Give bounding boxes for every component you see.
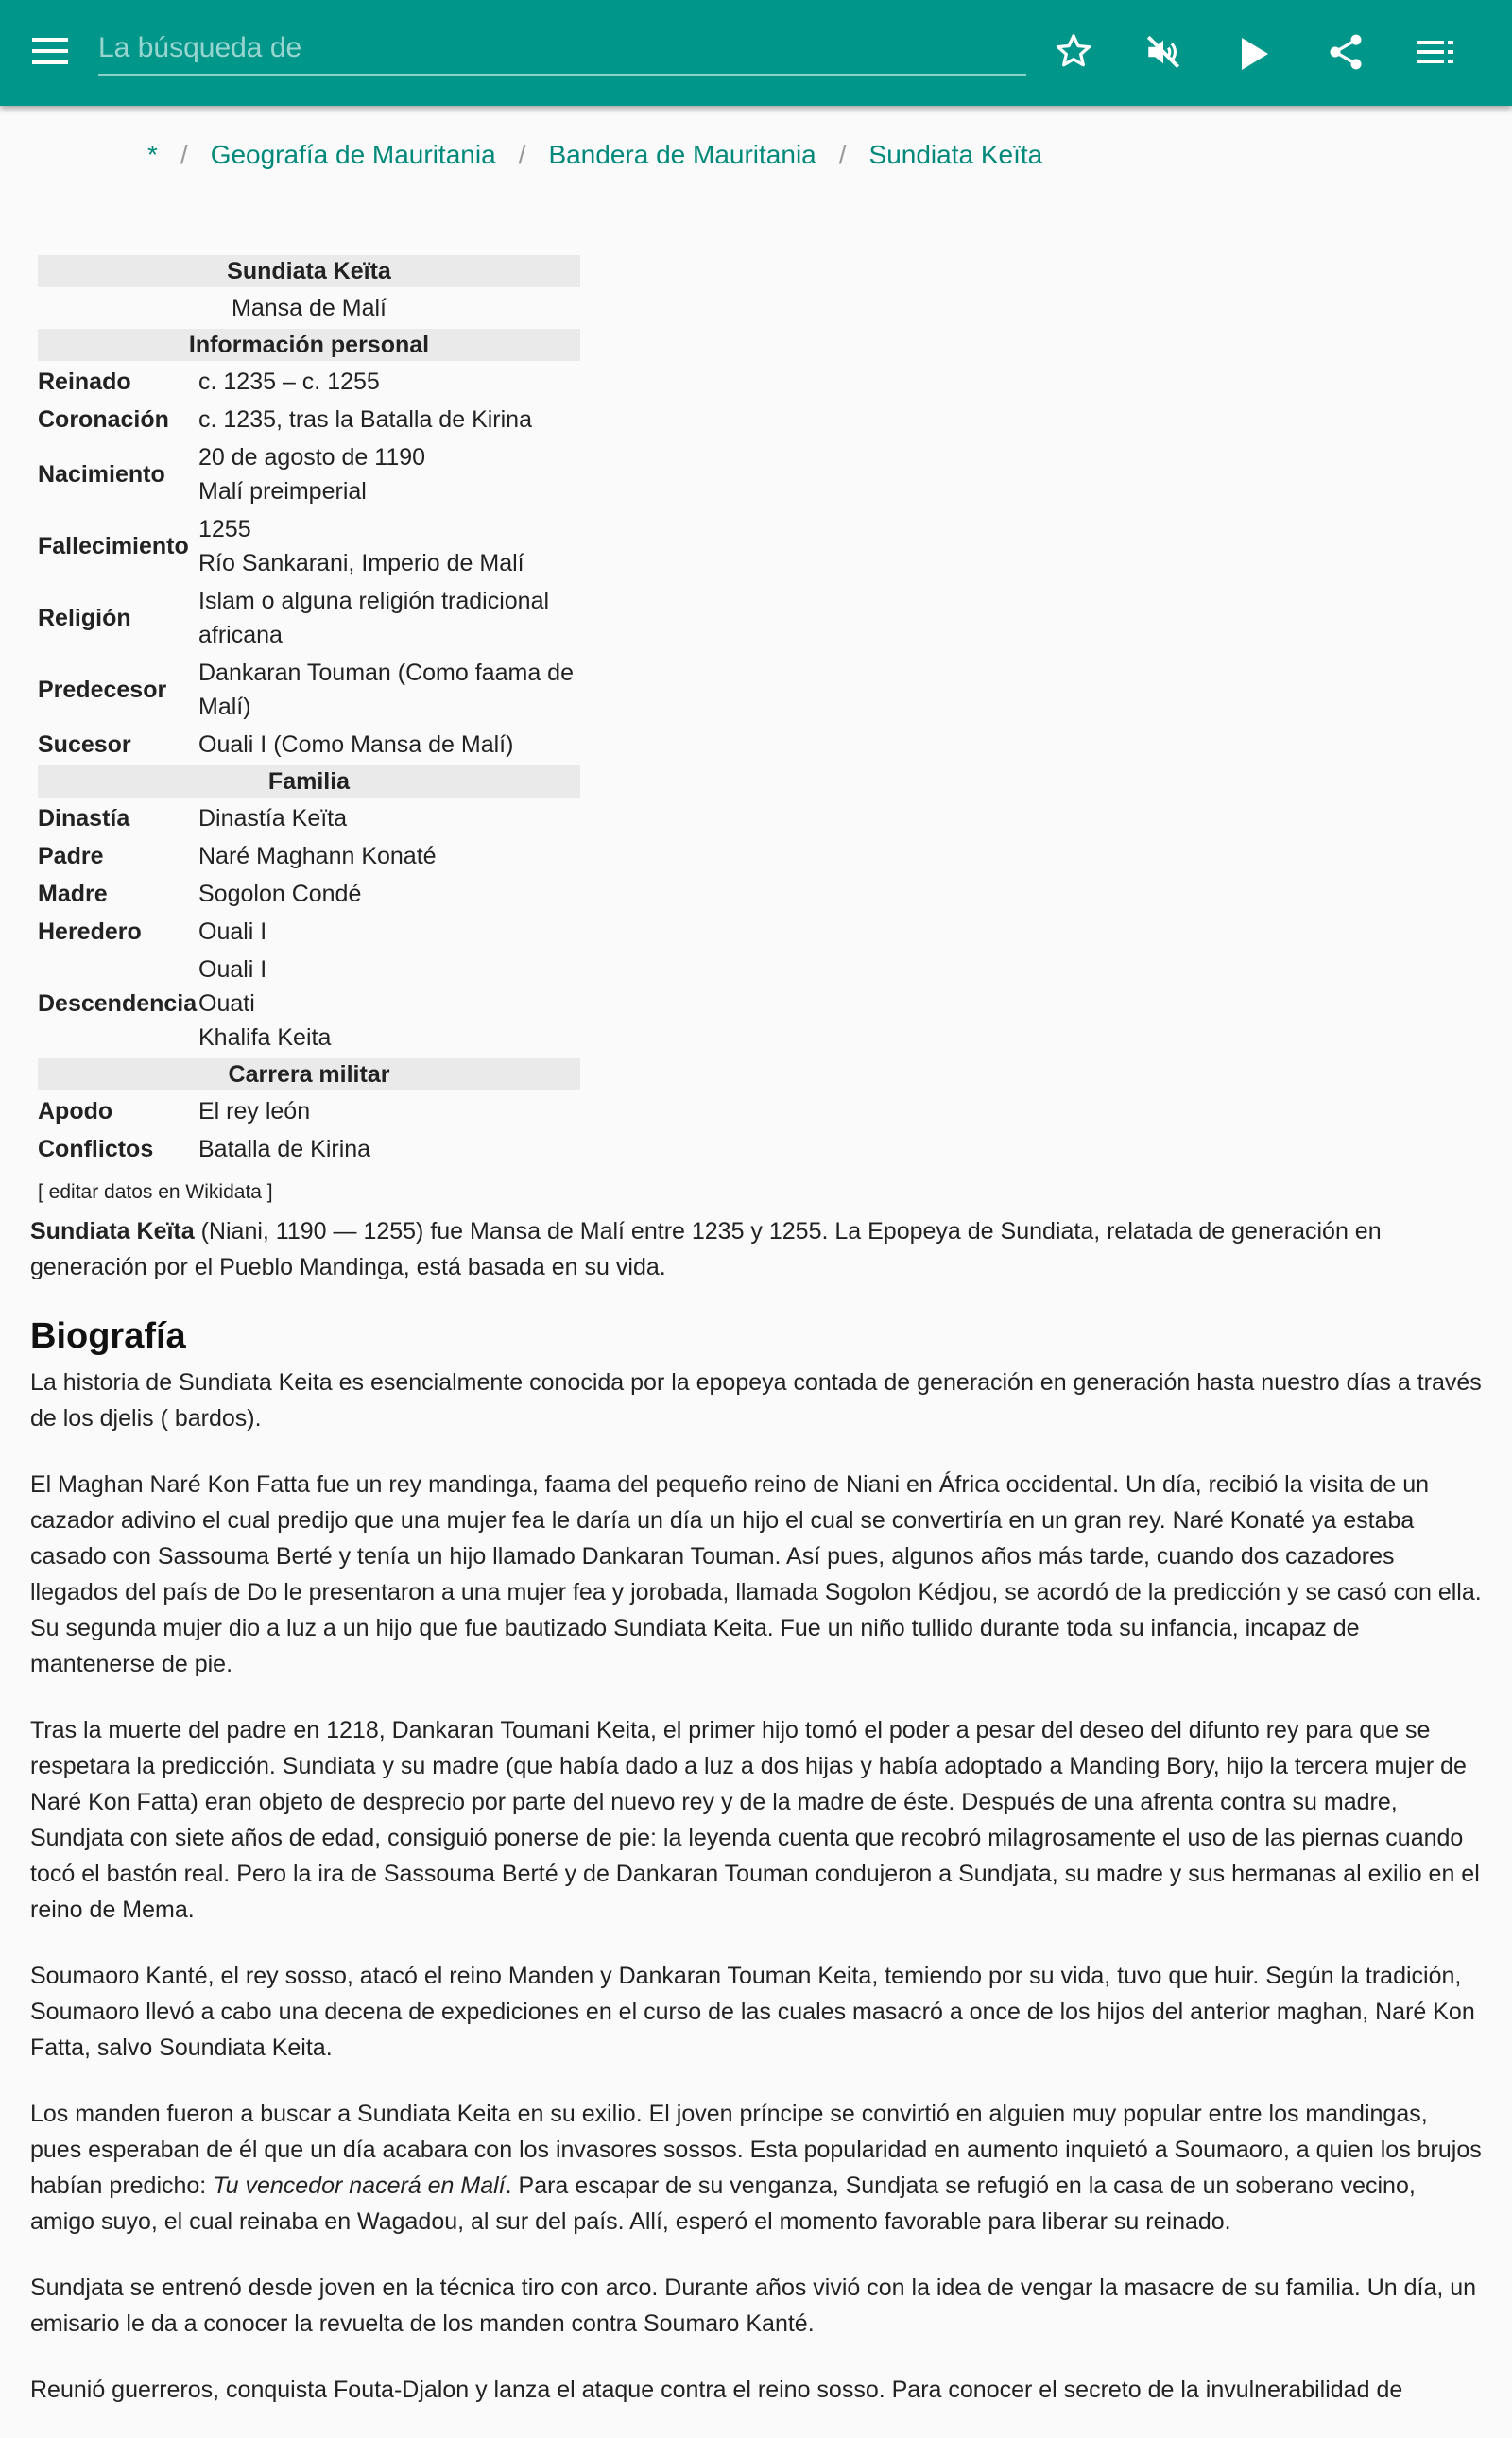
breadcrumb-separator: / [180, 140, 188, 169]
paragraph: El Maghan Naré Kon Fatta fue un rey mandinga, faama del pequeño reino de Niani en África occidental. Un día, recibió la visita de un cazador adivino el cual predijo que una mujer fea le daría un día un hijo el cual se convertiría en un gran rey. Naré Konaté ya estaba casado con Sassouma Berté y tenía un hijo llamado Dankaran Touman. Así pues, algunos años más tarde, cuando dos cazadores llegados del país de Do le presentaron a una mujer fea y jorobada, llamada Sogolon Kédjou, se acordó de la predicción y se casó con ella. Su segunda mujer dio a luz a un hijo que fue bautizado Sundiata Keita. Fue un niño tullido durante toda su infancia, incapaz de mantenerse de pie. [30, 1471, 1482, 1677]
paragraph [30, 2096, 1482, 2240]
list-icon[interactable] [1418, 38, 1455, 70]
search-input[interactable] [98, 23, 1026, 76]
label: Sucesor [38, 731, 131, 758]
row-madre [38, 877, 580, 911]
label: Reinado [38, 369, 131, 395]
value[interactable]: Dankaran Touman (Como faama de Malí) [198, 660, 574, 720]
label: Religión [38, 605, 131, 631]
breadcrumb-home[interactable]: * [147, 140, 158, 169]
death-date: 1255 [198, 516, 251, 542]
row-padre [38, 839, 580, 873]
value [198, 440, 580, 508]
lead-paragraph [30, 1213, 1482, 1285]
row-descendencia [38, 953, 580, 1055]
play-icon[interactable] [1238, 36, 1270, 72]
paragraph: Reunió guerreros, conquista Fouta-Djalon y lanza el ataque contra el reino sosso. Para conocer el secreto de la invulnerabilidad de [30, 2377, 1403, 2403]
paragraph: Sundjata se entrenó desde joven en la técnica tiro con arco. Durante años vivió con la idea de vengar la masacre de su familia. Un día, un emisario le da a conocer la revuelta de los manden contra Soumaro Kanté. [30, 2275, 1477, 2337]
row-predecesor [38, 656, 580, 724]
row-apodo [38, 1094, 580, 1128]
paragraph: Soumaoro Kanté, el rey sosso, atacó el reino Manden y Dankaran Touman Keita, temiendo por su vida, tuvo que huir. Según la tradición, Soumaoro llevó a cabo una decena de expediciones en el curso de las cuales masacró a once de los hijos del anterior maghan, Naré Kon Fatta, salvo Soundiata Keita. [30, 1963, 1475, 2061]
breadcrumb-geografia[interactable]: Geografía de Mauritania [210, 140, 496, 169]
value[interactable]: Ouali I (Como Mansa de Malí) [198, 731, 514, 758]
label: Padre [38, 843, 104, 869]
label: Fallecimiento [38, 533, 189, 559]
row-reinado [38, 365, 580, 399]
section-heading-biografia: Biografía [30, 1316, 186, 1356]
label: Conflictos [38, 1136, 154, 1162]
value[interactable]: Naré Maghann Konaté [198, 843, 437, 869]
row-religion [38, 584, 580, 652]
label: Heredero [38, 919, 142, 945]
label: Nacimiento [38, 461, 165, 488]
value[interactable]: Ouali I [198, 919, 267, 945]
share-icon[interactable] [1325, 30, 1366, 74]
value: El rey león [198, 1098, 311, 1125]
breadcrumb-bandera[interactable]: Bandera de Mauritania [548, 140, 816, 169]
value [198, 953, 580, 1055]
row-nacimiento [38, 440, 580, 508]
birth-date: 20 de agosto de 1190 [198, 444, 426, 471]
value[interactable]: Batalla de Kirina [198, 1136, 371, 1162]
value[interactable]: Sogolon Condé [198, 881, 362, 907]
row-fallecimiento [38, 512, 580, 580]
label: Apodo [38, 1098, 113, 1125]
section-familia: Familia [38, 765, 580, 798]
child-link[interactable]: Ouali I [198, 956, 267, 983]
menu-icon[interactable] [32, 36, 72, 66]
value [198, 512, 580, 580]
label: Dinastía [38, 805, 130, 832]
infobox-title: Sundiata Keïta [38, 255, 580, 287]
death-place[interactable]: Río Sankarani, Imperio de Malí [198, 550, 524, 576]
quote: Tu vencedor nacerá en Malí [213, 2172, 506, 2199]
label: Descendencia [38, 990, 198, 1017]
edit-wikidata-link[interactable]: [ editar datos en Wikidata ] [38, 1181, 273, 1203]
row-sucesor [38, 728, 580, 762]
value: c. 1235 – c. 1255 [198, 369, 380, 395]
label: Madre [38, 881, 108, 907]
app-toolbar [0, 0, 1512, 106]
lead-subject: Sundiata Keïta [30, 1218, 195, 1245]
row-heredero [38, 915, 580, 949]
paragraph: La historia de Sundiata Keita es esencialmente conocida por la epopeya contada de generación en generación hasta nuestro días a través de los djelis ( bardos). [30, 1369, 1482, 1432]
section-personal: Información personal [38, 329, 580, 361]
breadcrumb-current[interactable]: Sundiata Keïta [868, 140, 1043, 169]
article-body [30, 1213, 1482, 2438]
star-icon[interactable] [1054, 31, 1093, 71]
section-militar: Carrera militar [38, 1058, 580, 1090]
infobox-subtitle: Mansa de Malí [232, 295, 387, 321]
volume-off-icon[interactable] [1143, 32, 1183, 72]
text: . Para escapar de su venganza, Sundjata se refugió en la casa de un soberano vecino, amigo suyo, el cual reinaba en Wagadou, al sur del país. Allí, esperó el momento favorable para liberar su reinado. [30, 2172, 1416, 2235]
label: Coronación [38, 406, 169, 433]
value[interactable]: Dinastía Keïta [198, 805, 348, 832]
infobox-table [38, 251, 580, 1170]
child-link[interactable]: Ouati [198, 990, 255, 1017]
text: Los manden fueron a buscar a Sundiata Keita en su exilio. El joven príncipe se convirtió en alguien muy popular entre los mandingas, pues esperaban de él que un día acabara con los invasores sossos. Esta popularidad en aumento inquietó a Soumaoro, a quien los brujos habían predicho: [30, 2101, 1482, 2199]
breadcrumb [147, 140, 1042, 170]
row-coronacion [38, 403, 580, 437]
row-dinastia [38, 801, 580, 835]
label: Predecesor [38, 677, 167, 703]
paragraph: Tras la muerte del padre en 1218, Dankaran Toumani Keita, el primer hijo tomó el poder a pesar del deseo del difunto rey para que se respetara la predicción. Sundiata y su madre (que había dado a luz a dos hijas y había adoptado a Manding Bory, hijo la tercera mujer de Naré Kon Fatta) eran objeto de desprecio por parte del nuevo rey y de la madre de éste. Después de una afrenta contra su madre, Sundjata con siete años de edad, consiguió ponerse de pie: la leyenda cuenta que recobró milagrosamente el uso de las piernas cuando tocó el bastón real. Pero la ira de Sassouma Berté y de Dankaran Touman condujeron a Sundjata, su madre y sus hermanas al exilio en el reino de Mema. [30, 1717, 1480, 1923]
value: Islam o alguna religión tradicional africana [198, 588, 550, 648]
birth-place[interactable]: Malí preimperial [198, 478, 367, 505]
row-conflictos [38, 1132, 580, 1166]
breadcrumb-separator: / [838, 140, 847, 169]
value: c. 1235, tras la Batalla de Kirina [198, 406, 532, 433]
infobox [38, 251, 580, 1210]
child-link[interactable]: Khalifa Keita [198, 1024, 332, 1051]
lead-text: (Niani, 1190 — 1255) fue Mansa de Malí entre 1235 y 1255. La Epopeya de Sundiata, relatada de generación en generación por el Pueblo Mandinga, está basada en su vida. [30, 1218, 1382, 1280]
breadcrumb-separator: / [518, 140, 526, 169]
